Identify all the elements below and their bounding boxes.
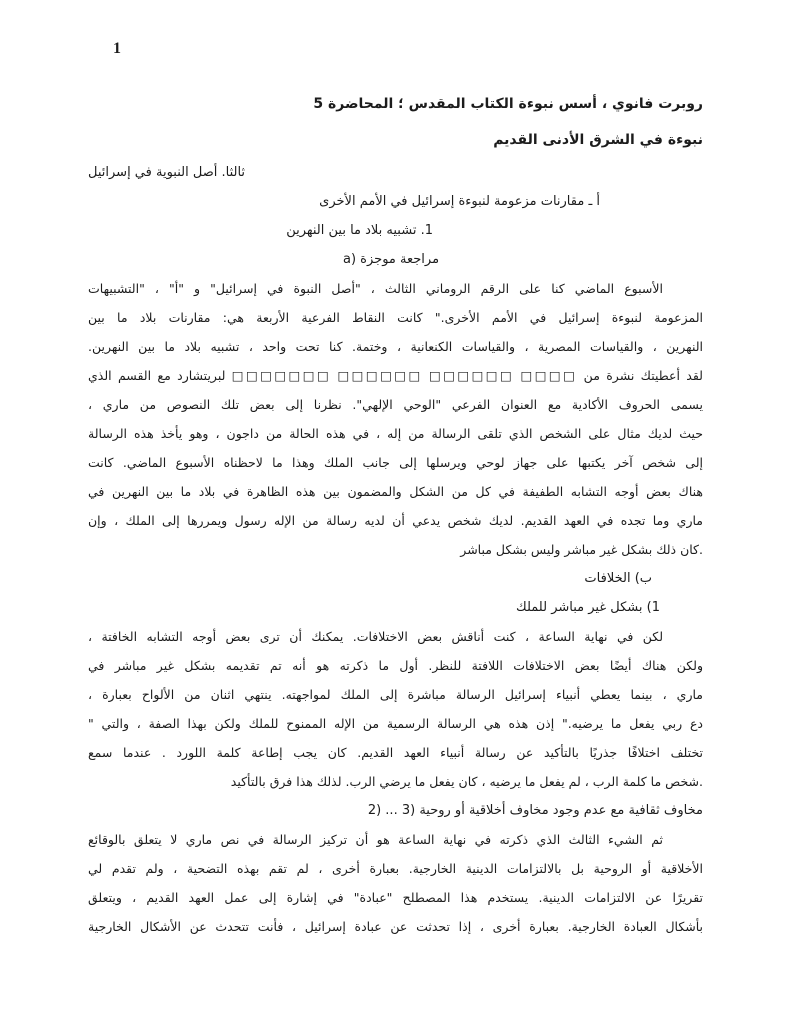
paragraph-line: ولكن هناك أيضًا بعض الاختلافات اللافتة للنظر. أول ما ذكرته هو أنه تم تقديمه بشكل غير مباشر في	[88, 658, 703, 673]
paragraph-line: تختلف اختلافًا جذريًا بالتأكيد عن رسالة أنبياء العهد القديم. كان يجب إطاعة كلمة اللورد . عندما سمع	[88, 745, 703, 760]
heading-a-comparisons: أ ـ مقارنات مزعومة لنبوءة إسرائيل في الأمم الأخرى	[319, 194, 600, 209]
body-paragraph-differences	[88, 622, 703, 796]
paragraph-line: إلى شخص آخر يكتبها على جهاز لوحي ويرسلها إلى جانب الملك وهذا ما لاحظناه الأسبوع الماضي. كانت	[88, 455, 703, 470]
paragraph-line: المزعومة لنبوءة إسرائيل في الأمم الأخرى." كانت النقاط الفرعية الأربعة هي: مقارنات بلاد ما بين	[88, 310, 703, 325]
paragraph-line: ماري وما تجده في العهد القديم. لديك شخص يدعي أن لديه رسالة من الإله رسول ويمررها إلى الملك ، وإن	[88, 513, 703, 528]
body-paragraph-review	[88, 274, 703, 564]
paragraph-line-missing-glyphs: لقد أعطيتك نشرة من □□□□ □□□□□□ □□□□□□ □□□□□□□ لبريتشارد مع القسم الذي	[88, 368, 703, 383]
paragraph-line: بأشكال العبادة الخارجية. بعبارة أخرى ، إذا تحدثت عن عبادة إسرائيل ، فأنت تتحدث عن الأشكال الخارجية	[88, 919, 703, 934]
paragraph-line: يسمى الحروف الأكادية مع العنوان الفرعي "الوحي الإلهي". نظرنا إلى بعض تلك النصوص من ماري ،	[88, 397, 703, 412]
paragraph-line: تقريرًا عن الالتزامات الدينية. يستخدم هذا المصطلح "عبادة" في إشارة إلى عمل العهد القديم ، ويتعلق	[88, 890, 703, 905]
document-title: روبرت فانوي ، أسس نبوءة الكتاب المقدس ؛ المحاضرة 5	[313, 96, 703, 112]
paragraph-line: .كان ذلك بشكل غير مباشر وليس بشكل مباشر	[460, 542, 703, 557]
heading-b-differences: ب) الخلافات	[584, 571, 652, 586]
heading-1-mesopotamia-simile: 1. تشبيه بلاد ما بين النهرين	[286, 223, 433, 238]
paragraph-line: .شخص ما كلمة الرب ، لم يفعل ما يرضيه ، كان يفعل ما يرضي الرب. لذلك هذا فرق بالتأكيد	[230, 774, 703, 789]
paragraph-line: الأسبوع الماضي كنا على الرقم الروماني الثالث ، "أصل النبوة في إسرائيل" و "أ" ، "التشبيهات	[88, 281, 663, 296]
heading-1-indirect-to-king: 1) بشكل غير مباشر للملك	[516, 600, 660, 615]
body-paragraph-cultic	[88, 825, 703, 941]
paragraph-line: الأخلاقية أو الروحية بل بالالتزامات الدينية الخارجية. بعبارة أخرى ، لم تقم بهذه التضحية ، ولم تقدم لي	[88, 861, 703, 876]
paragraph-line: هناك بعض أوجه التشابه الطفيفة في كل من الشكل والمضمون بين هذه الظاهرة في بلاد ما بين النهرين في	[88, 484, 703, 499]
heading-a-brief-review: a) مراجعة موجزة	[343, 252, 440, 267]
paragraph-line: النهرين ، والقياسات المصرية ، والقياسات الكنعانية ، وختمة. كنا تحت واحد ، تشبيه بلاد ما بين النهرين.	[88, 339, 703, 354]
paragraph-line: ثم الشيء الثالث الذي ذكرته في نهاية الساعة هو أن تركيز الرسالة في نص ماري لا يتعلق بالوقائع	[88, 832, 663, 847]
document-subtitle: نبوءة في الشرق الأدنى القديم	[493, 132, 703, 148]
paragraph-line: لكن في نهاية الساعة ، كنت أناقش بعض الاختلافات. يمكنك أن ترى بعض أوجه التشابه الخافتة ،	[88, 629, 663, 644]
heading-2-3-cultural-concerns: مخاوف ثقافية مع عدم وجود مخاوف أخلاقية أو روحية (3 ... (2	[367, 803, 703, 818]
paragraph-line: حيث لديك مثال على الشخص الذي تلقى الرسالة من إله ، في هذه الحالة من داجون ، وهو يأخذ هذه الرسالة	[88, 426, 703, 441]
paragraph-line: دع ربي يفعل ما يرضيه." إذن هذه هي الرسالة الرسمية من الإله الممنوح للملك ولكن بهذا الصفة ، والتي "	[88, 716, 703, 731]
page-number: 1	[113, 40, 121, 57]
heading-section-three: ثالثا. أصل النبوية في إسرائيل	[88, 165, 246, 180]
paragraph-line: ماري ، بينما يعطي أنبياء إسرائيل الرسالة مباشرة إلى الملك لمواجهته. ينتهي اثنان من الألواح بعبارة ،	[88, 687, 703, 702]
